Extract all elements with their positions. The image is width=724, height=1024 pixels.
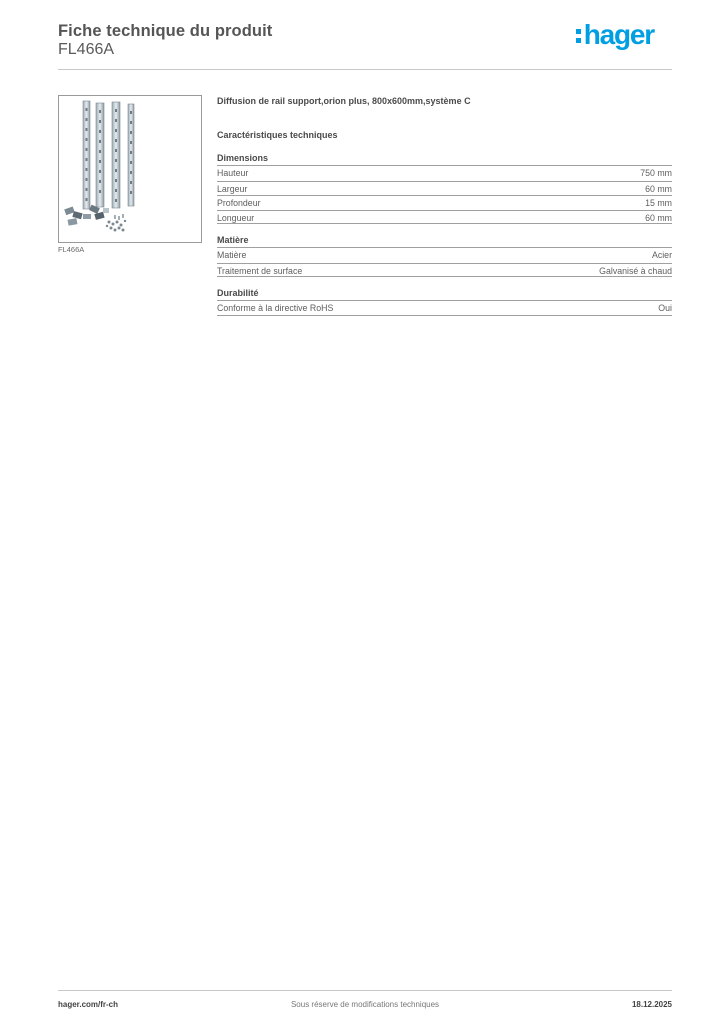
spec-row (217, 248, 672, 263)
spec-group-title: Durabilité (217, 288, 259, 298)
product-details (217, 96, 672, 316)
spec-value: Oui (658, 303, 672, 313)
spec-value: 60 mm (645, 212, 672, 223)
logo-text: hager (583, 19, 654, 50)
spec-label: Matière (217, 250, 247, 260)
spec-value: 60 mm (645, 183, 672, 194)
fixing-parts (64, 205, 126, 232)
spec-label: Traitement de surface (217, 265, 303, 276)
rail-2 (96, 103, 104, 207)
spec-row (217, 181, 672, 196)
product-image (58, 95, 202, 243)
rail-kit-illustration (59, 96, 201, 242)
spec-label: Conforme à la directive RoHS (217, 303, 334, 313)
rail-1 (83, 101, 90, 209)
spec-group-title: Dimensions (217, 153, 269, 163)
spec-group-title: Matière (217, 235, 249, 245)
footer-notice: Sous réserve de modifications techniques (290, 1000, 440, 1009)
rail-3 (112, 102, 120, 208)
product-description: Diffusion de rail support,orion plus, 800x600mm,système C (217, 96, 471, 106)
document-title: Fiche technique du produit (58, 22, 273, 40)
spec-group-material (217, 234, 672, 277)
spec-row (217, 263, 672, 278)
spec-row (217, 195, 672, 210)
spec-group-durability (217, 287, 672, 316)
spec-value: 15 mm (645, 198, 672, 208)
specs-title: Caractéristiques techniques (217, 130, 338, 140)
logo-colon-icon (576, 25, 582, 45)
footer-date: 18.12.2025 (631, 1000, 672, 1009)
spec-label: Largeur (217, 183, 248, 194)
spec-value: 750 mm (640, 168, 672, 178)
product-reference: FL466A (58, 41, 115, 58)
image-caption: FL466A (58, 245, 85, 254)
spec-row (217, 166, 672, 181)
spec-label: Longueur (217, 212, 255, 223)
page-header (58, 20, 672, 70)
spec-group-dimensions (217, 152, 672, 224)
spec-label: Hauteur (217, 168, 249, 178)
spec-label: Profondeur (217, 198, 261, 208)
hager-logo[interactable] (576, 20, 654, 50)
page-footer (58, 990, 672, 1015)
footer-website-link[interactable]: hager.com/fr-ch (58, 1000, 119, 1009)
spec-row (217, 301, 672, 316)
spec-value: Acier (651, 250, 672, 260)
rail-4 (128, 104, 134, 206)
spec-row (217, 210, 672, 225)
spec-value: Galvanisé à chaud (599, 265, 672, 276)
